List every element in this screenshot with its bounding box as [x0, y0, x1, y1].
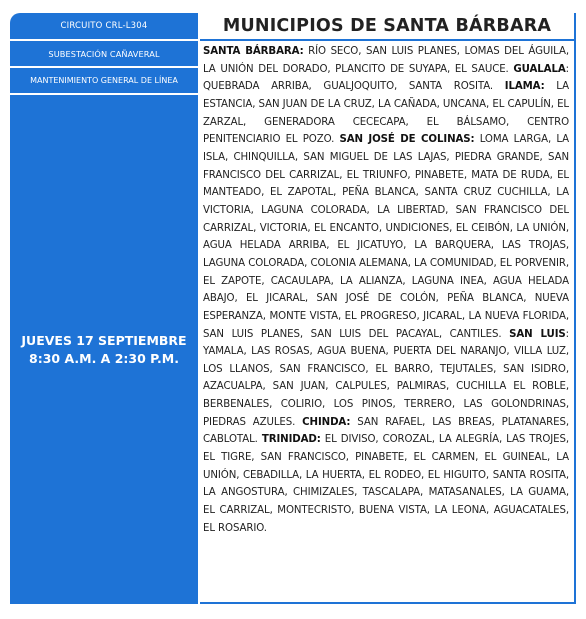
outage-notice: [10, 13, 576, 604]
substation-label: SUBESTACIÓN CAÑAVERAL: [10, 40, 198, 66]
municipality-name: ILAMA:: [504, 81, 545, 93]
municipality-places: : YAMALA, LAS ROSAS, AGUA BUENA, PUERTA DEL NARANJO, VILLA LUZ, LOS LLANOS, SAN FRANCISCO, EL BARRO, TEJUTALES, SAN ISIDRO, AZACUALPA, SAN JUAN, CALPULES, PALMIRAS, CUCHILLA EL ROBLE, BERBENALES, COLIRIO, LOS PINOS, TERRERO, LAS GOLONDRINAS, PIEDRAS AZULES.: [203, 328, 569, 428]
municipality-places: LA ESTANCIA, SAN JUAN DE LA CRUZ, LA CAÑADA, UNCANA, EL CAPULÍN, EL ZARZAL, GENERADORA CECECAPA, EL BÁLSAMO, CENTRO PENITENCIARIO EL POZO.: [203, 81, 569, 146]
municipality-name: TRINIDAD:: [261, 434, 321, 446]
municipality-name: GUALALA: [513, 63, 566, 75]
schedule-date: JUEVES 17 SEPTIEMBRE: [21, 332, 187, 348]
municipalities-text: [203, 43, 569, 537]
municipality-places: : QUEBRADA ARRIBA, GUALJOQUITO, SANTA ROSITA.: [203, 63, 569, 93]
municipality-name: SAN JOSÉ DE COLINAS:: [339, 134, 475, 146]
circuit-label: CIRCUITO CRL-L304: [10, 13, 198, 39]
municipality-places: RÍO SECO, SAN LUIS PLANES, LOMAS DEL ÁGUILA, LA UNIÓN DEL DORADO, PLANCITO DE SUYAPA, EL SAUCE.: [203, 46, 569, 75]
page-title: MUNICIPIOS DE SANTA BÁRBARA: [200, 13, 574, 41]
municipality-name: CHINDA:: [302, 416, 351, 428]
municipality-places: SAN RAFAEL, LAS BREAS, PLATANARES, CABLOTAL.: [203, 416, 569, 446]
schedule-cell: [10, 94, 198, 604]
municipality-name: SAN LUIS: [509, 328, 566, 340]
municipalities-panel: [200, 13, 576, 604]
maintenance-label: MANTENIMIENTO GENERAL DE LÍNEA: [10, 67, 198, 93]
schedule-panel: [10, 13, 198, 604]
municipality-name: SANTA BÁRBARA:: [203, 46, 304, 57]
municipality-places: LOMA LARGA, LA ISLA, CHINQUILLA, SAN MIGUEL DE LAS LAJAS, PIEDRA GRANDE, SAN FRANCISCO DEL CARRIZAL, EL TRIUNFO, PINABETE, MATA DE RUDA, EL MANTEADO, EL ZAPOTAL, PEÑA BLANCA, SANTA CRUZ CUCHILLA, LA VICTORIA, LAGUNA COLORADA, LA LIBERTAD, SAN FRANCISCO DEL CARRIZAL, VICTORIA, EL ENCANTO, UNDICIONES, EL CEIBÓN, LA UNIÓN, AGUA HELADA ARRIBA, EL JICATUYO, LA BARQUERA, LAS TROJAS, LAGUNA COLORADA, COLONIA ALEMANA, LA COMUNIDAD, EL PORVENIR, EL ZAPOTE, CACAULAPA, LA ALIANZA, LAGUNA INEA, AGUA HELADA ABAJO, EL JICARAL, SAN JOSÉ DE COLÓN, PEÑA BLANCA, NUEVA ESPERANZA, MONTE VISTA, EL PROGRESO, JICARAL, LA NUEVA FLORIDA, SAN LUIS PLANES, SAN LUIS DEL PACAYAL, CANTILES.: [203, 134, 569, 340]
municipality-places: EL DIVISO, COROZAL, LA ALEGRÍA, LAS TROJES, EL TIGRE, SAN FRANCISCO, PINABETE, EL CARMEN, EL GUINEAL, LA UNIÓN, CEBADILLA, LA HUERTA, EL RODEO, EL HIGUITO, SANTA ROSITA, LA ANGOSTURA, CHIMIZALES, TASCALAPA, MATASANALES, LA GUAMA, EL CARRIZAL, MONTECRISTO, BUENA VISTA, LA LEONA, AGUACATALES, EL ROSARIO.: [203, 434, 569, 534]
schedule-time: 8:30 A.M. A 2:30 P.M.: [29, 350, 179, 366]
